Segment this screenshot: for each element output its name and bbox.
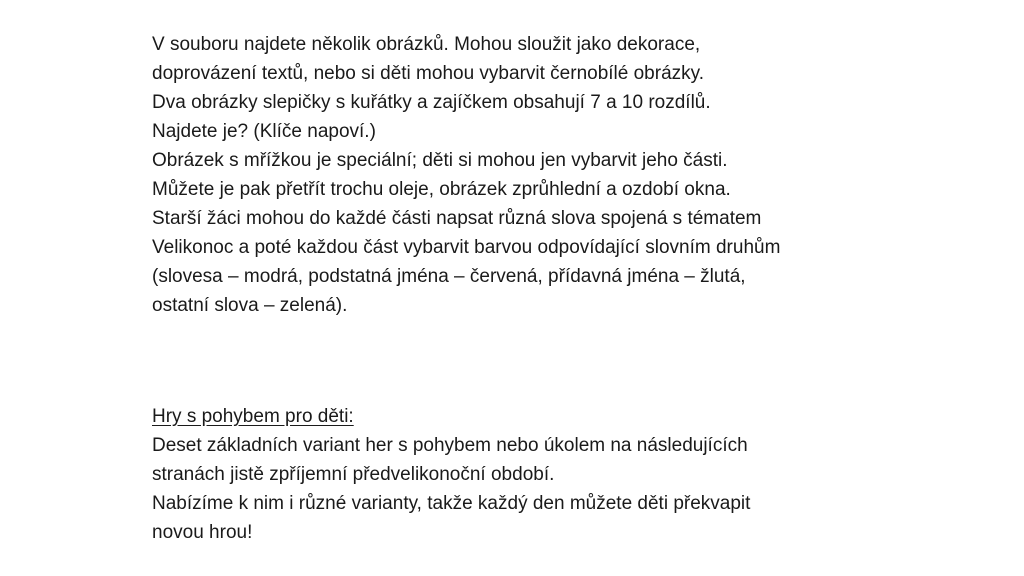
- intro-line: Můžete je pak přetřít trochu oleje, obrázek zprůhlední a ozdobí okna.: [152, 179, 731, 200]
- intro-line: Dva obrázky slepičky s kuřátky a zajíčkem obsahují 7 a 10 rozdílů.: [152, 92, 711, 113]
- intro-line: doprovázení textů, nebo si děti mohou vybarvit černobílé obrázky.: [152, 63, 705, 84]
- intro-line: ostatní slova – zelená).: [152, 295, 348, 316]
- games-line: Deset základních variant her s pohybem nebo úkolem na následujících: [152, 435, 748, 456]
- games-line: Nabízíme k nim i různé varianty, takže každý den můžete děti překvapit: [152, 493, 751, 514]
- intro-line: V souboru najdete několik obrázků. Mohou sloužit jako dekorace,: [152, 34, 701, 55]
- intro-paragraph: [152, 30, 952, 320]
- intro-line: Najdete je? (Klíče napoví.): [152, 121, 376, 142]
- games-section: [152, 402, 952, 547]
- games-line: stranách jistě zpříjemní předvelikonoční období.: [152, 464, 555, 485]
- intro-line: Velikonoc a poté každou část vybarvit barvou odpovídající slovním druhům: [152, 237, 781, 258]
- games-line: novou hrou!: [152, 522, 253, 543]
- intro-line: (slovesa – modrá, podstatná jména – červená, přídavná jména – žlutá,: [152, 266, 746, 287]
- games-heading: Hry s pohybem pro děti:: [152, 406, 354, 427]
- intro-line: Starší žáci mohou do každé části napsat různá slova spojená s tématem: [152, 208, 762, 229]
- intro-line: Obrázek s mřížkou je speciální; děti si mohou jen vybarvit jeho části.: [152, 150, 728, 171]
